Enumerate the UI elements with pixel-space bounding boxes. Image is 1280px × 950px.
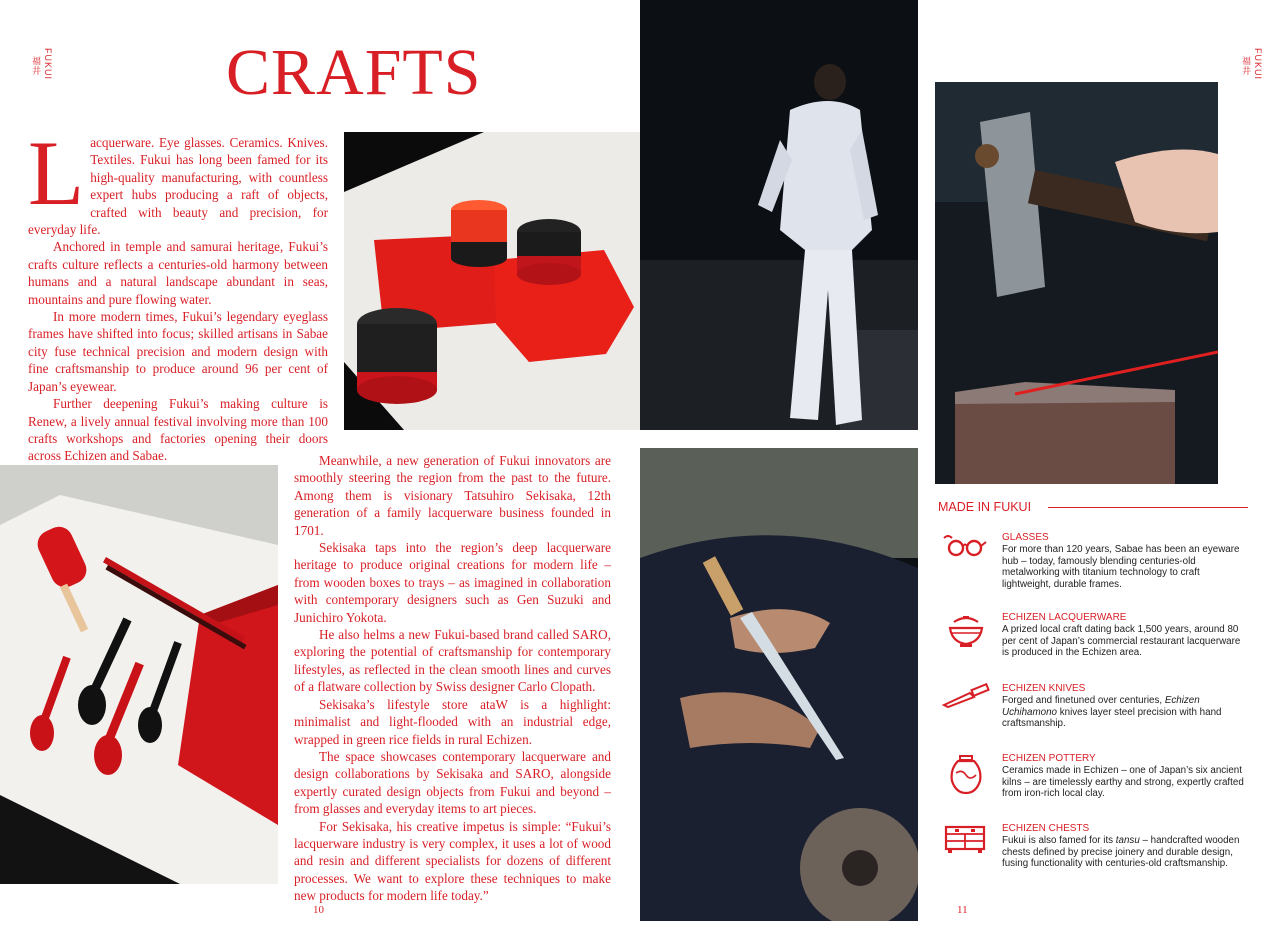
running-head-right-en: FUKUI [1253,48,1263,80]
article-paragraph-1: Meanwhile, a new generation of Fukui innovators are smoothly steering the region from the past to the future. Among them is visionary Tatsuhiro Sekisaka, 12th generation of a family lacquerware business founded in 1701. [294,453,611,538]
intro-paragraph-1-text: acquerware. Eye glasses. Ceramics. Knives. Textiles. Fukui has long been famed for its high-quality manufacturing, with countless expert hubs producing a raft of objects, crafted with beauty and precision, for everyday life. [28,135,328,238]
article-paragraph-3: He also helms a new Fukui-based brand called SARO, exploring the potential of craftsmanship for contemporary lifestyles, as reflected in the clean smooth lines and curves of a flatware collection by Swiss designer Carlo Clopath. [294,627,611,695]
craftsman-white-photo [640,0,918,430]
article-paragraph-6: For Sekisaka, his creative impetus is simple: “Fukui’s lacquerware industry is very complex, it uses a lot of wood and resin and different specialists for dozens of different processes. We want to explore these techniques to make new products for modern life today.” [294,818,611,904]
spoons-chopsticks-photo [0,465,278,884]
craft-item-title: ECHIZEN CHESTS [1002,823,1090,834]
page-number-right: 11 [957,904,968,916]
intro-column [28,122,328,465]
made-in-fukui-heading: MADE IN FUKUI [938,500,1032,514]
craft-item-text: Ceramics made in Echizen – one of Japan’s six ancient kilns – are timelessly earthy and strong, expertly crafted from iron-rich local clay. [1002,765,1244,800]
craft-item-title: ECHIZEN LACQUERWARE [1002,612,1127,623]
page-number-left: 10 [313,904,324,916]
craft-item-text-after: – handcrafted wooden chests defined by precise joinery and durable design, fusing functionality with centuries-old craftsmanship. [1002,835,1240,870]
pottery-jar-icon [940,753,990,793]
craft-item-text-after: knives layer steel precision with hand craftsmanship. [1002,706,1222,730]
article-paragraph-2: Sekisaka taps into the region’s deep lacquerware heritage to produce original creations for modern life – from wooden boxes to trays – as imagined in collaboration with contemporary designers such as Gen Suzuki and Junichiro Yokota. [294,540,611,625]
craft-item-lacquerware [940,612,1250,672]
craft-item-title: ECHIZEN KNIVES [1002,683,1086,694]
knife-icon [940,683,990,723]
craft-item-text-before: Forged and finetuned over centuries, [1002,695,1165,706]
glasses-icon [940,532,990,572]
craft-item-chests [940,823,1250,883]
article-paragraph-5: The space showcases contemporary lacquerware and design collaborations by Sekisaka and SARO, alongside expertly curated design objects from Fukui and beyond – from glasses and everyday items to art pieces. [294,748,611,817]
craft-item-glasses [940,532,1250,592]
running-head-left [30,48,53,80]
page-title: CRAFTS [226,36,482,109]
lacquerware-photo [344,132,640,430]
running-head-left-jp: 福井 [31,56,41,76]
craft-item-text-italic: Echizen Uchihamono [1002,695,1200,718]
dropcap: L [28,122,85,224]
running-head-right [1240,48,1263,80]
running-head-right-jp: 福井 [1241,56,1251,76]
craft-item-text [1002,695,1246,730]
article-paragraph-4: Sekisaka’s lifestyle store ataW is a highlight: minimalist and light-flooded with an industrial edge, wrapped in green rice fields in rural Echizen. [294,696,611,747]
craft-item-text: A prized local craft dating back 1,500 years, around 80 per cent of Japan’s commercial restaurant lacquerware is produced in the Echizen area. [1002,624,1241,659]
intro-paragraph-1 [28,122,328,238]
craft-item-pottery [940,753,1250,813]
running-head-left-en: FUKUI [43,48,53,80]
intro-paragraph-4: Further deepening Fukui’s making culture is Renew, a lively annual festival involving more than 100 crafts workshops and factories opening their doors across Echizen and Sabae. [28,396,328,464]
article-column [294,452,611,905]
craft-item-text-before: Fukui is also famed for its [1002,835,1116,846]
knife-hands-photo [640,448,918,921]
lacquer-bowl-icon [940,612,990,652]
craft-item-text [1002,835,1246,870]
intro-paragraph-2: Anchored in temple and samurai heritage, Fukui’s crafts culture reflects a centuries-old harmony between humans and a natural landscape abundant in seas, mountains and pure flowing water. [28,239,328,307]
craft-item-title: GLASSES [1002,532,1049,543]
chest-icon [940,823,990,863]
craft-item-text: For more than 120 years, Sabae has been an eyeware hub – today, famously blending centuries-old metalworking with titanium technology to craft lightweight, durable frames. [1002,544,1240,590]
intro-paragraph-3: In more modern times, Fukui’s legendary eyeglass frames have shifted into focus; skilled artisans in Sabae city fuse technical precision and modern design with fine craftsmanship to produce around 96 per cent of Japan’s eyewear. [28,309,328,394]
craft-item-text-italic: tansu [1115,835,1140,846]
forging-hammer-photo [935,82,1218,484]
heading-rule [1048,507,1248,508]
craft-item-title: ECHIZEN POTTERY [1002,753,1096,764]
craft-item-knives [940,683,1250,743]
